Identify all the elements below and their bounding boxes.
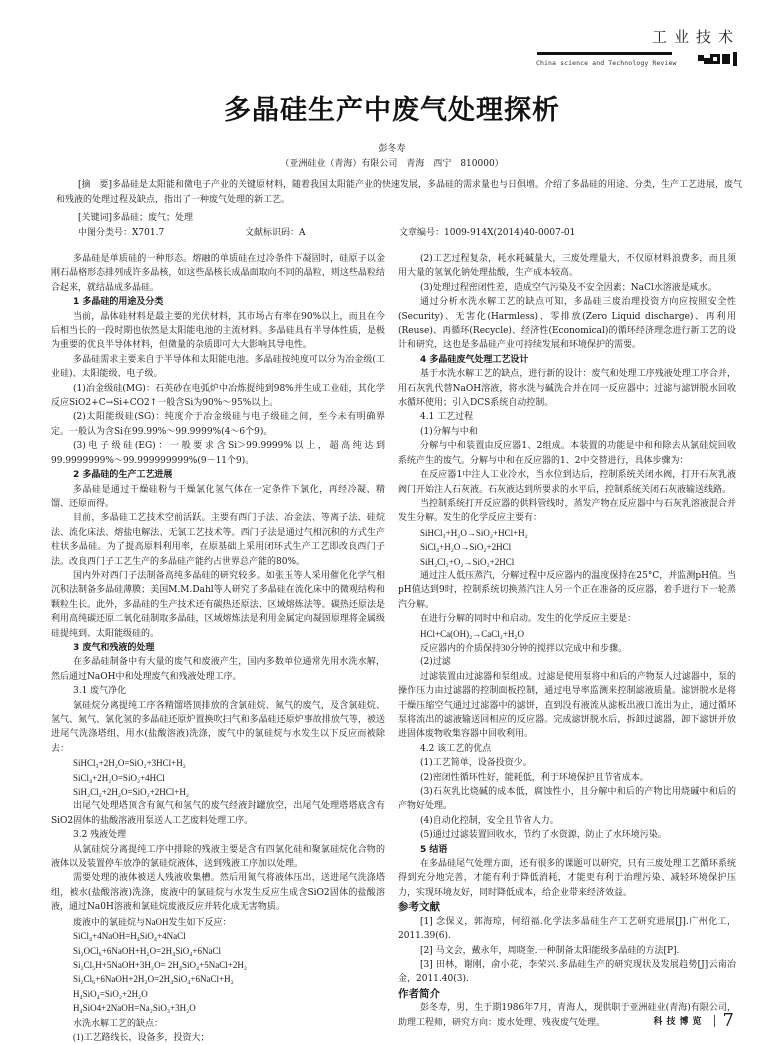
body-paragraph: 过滤装置由过滤器和泵组成。过滤是使用泵将中和后的产物泵人过滤器中，泵的操作压力由过滤器的控制面板控制，通过电导率监测来控制滤液质量。滤饼脱水是将干燥压缩空气通过过滤器中的滤饼，直到没有液流从滤板出液口流出为止，通过循环泵将流出的滤液输送回相应的反应器。完成滤饼脱水后，拆卸过滤器，卸下滤饼并放进固体废物收集容器中回收利用。: [398, 671, 736, 740]
equation-line: 反应器内的介质保持30分钟的搅拌以完成中和步骤。: [420, 642, 628, 653]
article-number: 文章编号：1009-914X(2014)40-0007-01: [399, 228, 576, 238]
body-paragraph: 氯硅烷分离提纯工序各精馏塔顶排放的含氯硅烷、氮气的废气，及含氯硅烷、氢气、氮气、氯化氢的多晶硅还原炉置换吹扫气和多晶硅还原炉事故排放气等，被送进尾气洗涤塔组，用水(盐酸溶液)洗涤，废气中的氯硅烷与水发生以下反应而被除去：: [51, 700, 385, 754]
body-paragraph: 多晶硅是通过干燥硅粉与干燥氯化氢气体在一定条件下氯化，再经冷凝、精馏、还原而得。: [51, 484, 385, 509]
equation-line: Si₂Cl₆+6NaOH+2H₂O=2H₄SiO₄+6NaCl+H₂: [73, 974, 234, 985]
author-name: 彭冬寿: [378, 144, 406, 154]
body-paragraph: (3)处理过程密闭性差，造成空气污染及不安全因素；NaCl水溶液是咸水。: [420, 282, 717, 293]
body-paragraph: 彭冬寿，男，生于期1986年7月，青海人，现供职于亚洲硅业(青海)有限公司，助理工程师，研究方向：废水处理、残夜废气处理。: [398, 1003, 736, 1028]
body-paragraph: 从氯硅烷分离提纯工序中排除的残液主要是含有四氯化硅和聚氯硅烷化合物的液体以及装置停车放净的氯硅烷液体，送到残液工序加以处理。: [51, 844, 385, 870]
body-paragraph: 基于水洗水解工艺的缺点，进行新的设计：废气和处理工序残液处理工序合并，用石灰乳代替NaOH溶液，将水洗与碱洗合并在同一反应器中；过滤与滤饼脱水回收水循环使用；引入DCS系统自动控制。: [398, 369, 736, 409]
equation-line: SiHCl₃+H₂O→SiO₂+HCl+H₂: [420, 527, 528, 538]
journal-logo-icon: [698, 52, 738, 66]
body-paragraph: 出尾气处理塔顶含有氮气和氢气的废气经液封罐放空，出尾气处理塔塔底含有SiO2固体的盐酸溶液用泵送人工艺废料处理工序。: [51, 801, 385, 826]
equation-line: (1)工艺路线长，设备多，投资大；: [73, 1031, 210, 1042]
article-title: 多晶硅生产中废气处理探析: [224, 95, 560, 126]
section-heading: 4 多晶硅废气处理工艺设计: [420, 354, 529, 365]
equation-line: HCl+Ca(OH)₂→CaCl₂+H₂O: [420, 628, 525, 639]
clc-number: 中图分类号：X701.7: [78, 228, 165, 238]
body-paragraph: (1)工艺简单，设备投资少。: [420, 758, 532, 769]
equation-line: SiH₂Cl₂+O₂→SiO₂+2HCl: [420, 556, 515, 567]
subsection-heading: 3.2 残液处理: [73, 830, 127, 841]
body-paragraph: (1)冶金级硅(MG)：石英砂在电弧炉中冶炼提纯到98%并生成工业硅，其化学反应SiO2+C→Si+CO2↑一般含Si为90%～95%以上。: [51, 383, 385, 409]
abstract: [56, 178, 746, 208]
header-rule: [537, 52, 672, 55]
reference-item: [3] 田林，谢刚，俞小花，李荣兴.多晶硅生产的研究现状及发展趋势[J]云南冶金，2011.40(3).: [398, 959, 736, 985]
subsection-heading: (2)过滤: [420, 657, 451, 668]
subsection-heading: 4.1 工艺过程: [420, 412, 474, 423]
section-label: 工业技术: [651, 28, 740, 46]
body-paragraph: 多晶硅是单质硅的一种形态。熔融的单质硅在过冷条件下凝固时，硅原子以金刚石晶格形态排列成许多晶核，如这些晶核长成晶面取向不同的晶粒，则这些晶粒结合起来，就结晶成多晶硅。: [51, 254, 385, 293]
body-paragraph: 通过注人低压蒸汽，分解过程中反应器内的温度保持在25°C，并监测pH值。当pH值达到9时，控制系统切换蒸汽注人另一个正在准备的反应器，着手进行下一轮蒸汽分解。: [398, 570, 736, 610]
subsection-heading: 4.2 该工艺的优点: [420, 743, 492, 754]
equation-line: 废液中的氯硅烷与NaOH发生如下反应：: [73, 916, 232, 927]
page-number: 7: [722, 1010, 734, 1031]
page-footer: [654, 1010, 734, 1031]
body-paragraph: (3)石灰乳比烧碱的成本低，腐蚀性小，且分解中和后的产物比用烧碱中和后的产物好处理。: [398, 787, 736, 812]
right-column: [398, 252, 736, 1030]
body-paragraph: (3)电子级硅(EG)：一般要求含Si＞99.9999%以上，超高纯达到99.9999999%～99.999999999%(9－11个9)。: [51, 441, 385, 466]
keywords: [78, 210, 193, 223]
body-paragraph: 国内外对西门子法制备高纯多晶硅的研究较多。如张玉等人采用催化化学气相沉积法制备多晶硅薄膜；美国M.M.Dahl等人研究了多晶硅在流化床中的微观结构和颗粒生长。此外，多晶硅的生产技术还有碳热还原法、区域熔炼法等。碳热还原法是利用高纯碳还原二氧化硅制取多晶硅，区域熔炼法是利用金属定向凝固原理将金属级硅提纯到、太阳能级硅的。: [51, 570, 385, 639]
equation-line: SiCl₄+2H₂O=SiO₂+4HCl: [73, 772, 165, 783]
body-paragraph: (2)密闭性循环性好，能耗低，利于环境保护且节省成本。: [420, 772, 649, 783]
footer-journal-name: 科技博览: [653, 1017, 706, 1027]
subsection-heading: 3.1 废气净化: [73, 686, 127, 697]
body-paragraph: 目前，多晶硅工艺技术空前活跃。主要有西门子法、冶金法、等离子法、硅烷法、流化床法、熔盐电解法、无氯工艺技术等。西门子法是通过气相沉积的方式生产柱状多晶硅。为了提高原料利用率，在原基础上采用闭环式生产工艺即改良西门子法。改良西门子工艺生产的多晶硅产能约占世界总产能的80%。: [51, 513, 385, 567]
body-paragraph: 在反应器1中注人工业冷水，当水位到达后，控制系统关闭水阀，打开石灰乳液阀门开始注人石灰液。石灰液达到所要求的水平后，控制系统关闭石灰液输送线路。: [398, 470, 736, 495]
body-paragraph: 在多晶硅制备中有大量的废气和废液产生，国内多数单位通常先用水洗水解，然后通过NaOH中和处理废气和残液处理工序。: [51, 657, 385, 682]
document-code: 文献标识码：A: [245, 228, 306, 238]
reference-item: [1] 念保义，郭海琼，何绍福.化学法多晶硅生产工艺研究进展[J].广州化工，2011.39(6).: [398, 916, 736, 942]
equation-line: Si₂OCl₆+6NaOH+H₂O=2H₄SiO₄+6NaCl: [73, 945, 221, 956]
abstract-label: [摘 要]: [78, 180, 113, 190]
body-paragraph: 当前，晶体硅材料是最主要的光伏材料，其市场占有率在90%以上，而且在今后相当长的一段时期也依然是太阳能电池的主流材料。多晶硅具有半导体性质，是极为重要的优良半导体材料，但微量的杂质即可大大影响其导电性。: [51, 311, 385, 351]
left-column: [51, 252, 385, 1044]
section-heading: 1 多晶硅的用途及分类: [73, 297, 164, 308]
section-heading: 3 废气和残液的处理: [73, 642, 155, 653]
footer-divider: [714, 1015, 715, 1027]
body-paragraph: (2)太阳能级硅(SG)：纯度介于冶金级硅与电子级硅之间，至今未有明确界定。一般认为含Si在99.99%～99.9999%(4～6个9)。: [51, 412, 385, 437]
equation-line: SiCl₄+H₂O→SiO₂+2HCl: [420, 542, 512, 553]
body-paragraph: 在多晶硅尾气处理方面，还有很多的课题可以研究，只有三废处理工艺循环系统得到充分地完善，才能有利于降低消耗，才能更有利于治理污染、减轻环境保护压力，实现环境友好，同时降低成本，给企业带来经济效益。: [398, 859, 736, 898]
body-paragraph: 通过分析水洗水解工艺的缺点可知，多晶硅三废治理投资方向应按照安全性(Security)、无害化(Harmless)、零排放(Zero Liquid discharge)、再利用(Reuse)、再循环(Recycle)、经济性(Economical)的循环经济理念进行新工艺的设计和研究，这也是多晶硅产业可持续发展和环境保护的需要。: [398, 297, 736, 351]
keywords-label: [关键词]: [78, 213, 113, 223]
equation-line: H₄SiO4+2NaOH=Na₂SiO₃+3H₂O: [73, 1003, 196, 1014]
subsection-heading: (1)分解与中和: [420, 426, 478, 437]
body-paragraph: (4)自动化控制，安全且节省人力。: [420, 815, 559, 826]
body-paragraph: 当控制系统打开反应器的供料管线时，蒸发产物在反应器中与石灰乳溶液混合并发生分解。发生的化学反应主要有：: [398, 498, 736, 524]
author-affiliation: （亚洲硅业（青海）有限公司 青海 西宁 810000）: [280, 159, 504, 169]
journal-name: China science and Technology Review: [536, 59, 677, 67]
body-paragraph: 需要处理的液体被送人残液收集槽。然后用氮气将液体压出，送进尾气洗涤塔组，被水(盐酸溶液)洗涤，废液中的氯硅烷与水发生反应生成含SiO2固体的盐酸溶液，通过Na0H溶液和氯硅烷废液反应并转化成无害物质。: [51, 873, 385, 913]
body-paragraph: 分解与中和装置由反应器1、2组成。本装置的功能是中和和除去从氯硅烷回收系统产生的废气。分解与中和在反应器的1、2中交替进行，具体步骤为：: [398, 441, 736, 466]
body-paragraph: (2)工艺过程复杂，耗水耗碱量大，三废处理量大，不仅原材料浪费多，而且须用大量的氢氧化钠处理盐酸，生产成本较高。: [398, 254, 736, 279]
equation-line: H₄SiO₄=SiO₂+2H₂O: [73, 988, 148, 999]
equation-line: SiCl₄+4NaOH=H₄SiO₄+4NaCl: [73, 931, 186, 942]
body-paragraph: 多晶硅需求主要来自于半导体和太阳能电池。多晶硅按纯度可以分为冶金级(工业硅)、太阳能级、电子级。: [51, 354, 385, 380]
body-paragraph: 在进行分解的同时中和启动。发生的化学反应主要是：: [420, 614, 637, 625]
abstract-text: 多晶硅是太阳能和微电子产业的关键原材料，随着我国太阳能产业的快速发展，多晶硅的需求量也与日俱增。介绍了多晶硅的用途、分类，生产工艺进展，废气和残液的处理过程及缺点，指出了一种废气处理的新工艺。: [56, 180, 743, 205]
back-matter-heading: 作者简介: [398, 987, 440, 1000]
equation-line: 水洗水解工艺的缺点：: [73, 1017, 164, 1028]
equation-line: SiHCl₃+2H₂O=SiO₂+3HCl+H₂: [73, 758, 186, 769]
equation-line: Si₂Cl₅H+5NaOH+3H₂O= 2H₄SiO₄+5NaCl+2H₂: [73, 959, 247, 970]
back-matter-heading: 参考文献: [398, 901, 440, 914]
body-paragraph: (5)通过过滤装置回收水，节约了水资源，防止了水环境污染。: [420, 830, 667, 841]
reference-item: [2] 马文会，戴永年，周晓奎.一种制备太阳能级多晶硅的方法[P].: [420, 945, 680, 956]
keywords-text: 多晶硅；废气；处理: [112, 213, 194, 223]
equation-line: SiH₂Cl₂+2H₂O=SiO₂+2HCl+H₂: [73, 787, 190, 798]
section-heading: 5 结语: [420, 844, 448, 855]
section-heading: 2 多晶硅的生产工艺进展: [73, 470, 173, 481]
